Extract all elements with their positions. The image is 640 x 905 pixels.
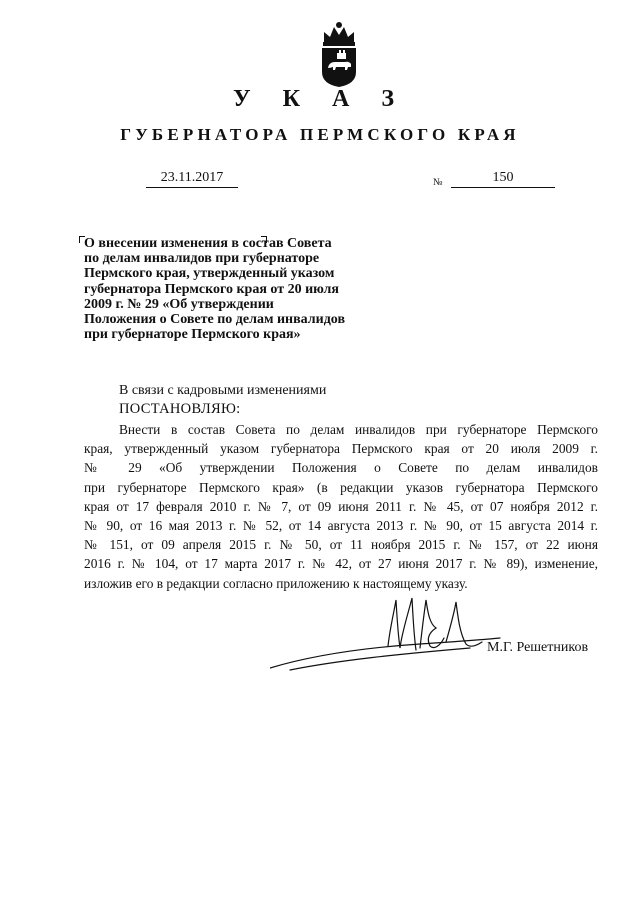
body-line: края от 17 февраля 2010 г. № 7, от 09 июня 2011 г. № 45, от 07 ноября 2012 г. <box>84 498 598 514</box>
body-line: Внести в состав Совета по делам инвалидов при губернаторе Пермского <box>119 422 598 437</box>
body-line: № 90, от 16 мая 2013 г. № 52, от 14 августа 2013 г. № 90, от 15 августа 2014 г. <box>84 518 598 534</box>
title-line: губернатора Пермского края от 20 июля <box>84 281 339 297</box>
body-line: № 29 «Об утверждении Положения о Совете по делам инвалидов <box>84 460 598 476</box>
signature-icon <box>270 588 502 680</box>
body-decree: ПОСТАНОВЛЯЮ: <box>119 401 241 417</box>
body-intro: В связи с кадровыми изменениями <box>119 383 327 398</box>
body-line: при губернаторе Пермского края» (в редакции указов губернатора Пермского <box>84 479 598 495</box>
title-line: 2009 г. № 29 «Об утверждении <box>84 296 274 312</box>
body-text <box>84 420 598 593</box>
document-number-label: № <box>433 177 443 188</box>
body-line: края, утвержденный указом губернатора Пермского края от 20 июля 2009 г. <box>84 441 598 457</box>
body-line: 2016 г. № 104, от 17 марта 2017 г. № 42, от 27 июня 2017 г. № 89), изменение, <box>84 556 598 572</box>
document-title <box>84 236 384 342</box>
document-issuer: ГУБЕРНАТОРА ПЕРМСКОГО КРАЯ <box>120 125 520 144</box>
coat-of-arms-icon <box>318 20 360 88</box>
title-line: О внесении изменения в состав Совета <box>84 236 332 251</box>
body-line: изложив его в редакции согласно приложению к настоящему указу. <box>84 575 468 591</box>
title-line: Пермского края, утвержденный указом <box>84 266 335 282</box>
signer-name: М.Г. Решетников <box>487 640 589 655</box>
title-line: по делам инвалидов при губернаторе <box>84 251 320 267</box>
title-line: при губернаторе Пермского края» <box>84 327 301 343</box>
document-date: 23.11.2017 <box>146 170 238 188</box>
title-line: Положения о Совете по делам инвалидов <box>84 312 346 328</box>
body-line: № 151, от 09 апреля 2015 г. № 50, от 11 ноября 2015 г. № 157, от 22 июня <box>84 537 598 553</box>
document-number: 150 <box>451 170 555 188</box>
document-type: У К А З <box>232 86 407 112</box>
